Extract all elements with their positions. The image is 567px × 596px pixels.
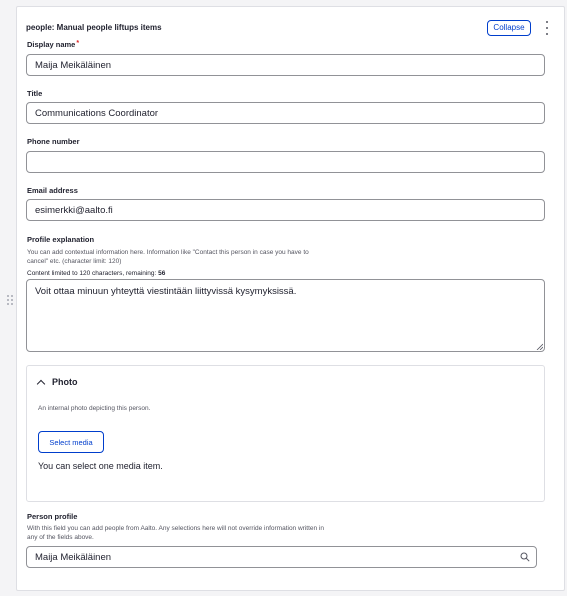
photo-description: An internal photo depicting this person. (38, 405, 151, 412)
person-profile-help-1: With this field you can add people from Aalto. Any selections here will not override information written in (27, 525, 324, 532)
display-name-label: Display name* (27, 40, 80, 49)
select-media-button[interactable]: Select media (38, 431, 104, 453)
photo-summary-toggle[interactable] (38, 376, 78, 388)
title-label: Title (27, 89, 43, 98)
profile-explanation-help-2: cancel" etc. (character limit: 120) (27, 258, 122, 265)
person-profile-label: Person profile (27, 512, 78, 521)
paragraph-title: people: Manual people liftups items (26, 23, 162, 32)
profile-explanation-textarea[interactable] (26, 279, 545, 352)
title-input[interactable] (26, 102, 545, 124)
drag-handle-icon[interactable] (6, 294, 14, 306)
resize-grip-icon[interactable] (536, 343, 543, 350)
email-address-input[interactable] (26, 199, 545, 221)
kebab-menu-icon[interactable] (545, 21, 549, 35)
required-marker: * (76, 40, 80, 47)
person-profile-autocomplete-input[interactable] (26, 546, 537, 568)
person-profile-help-2: any of the fields above. (27, 534, 94, 541)
email-address-label: Email address (27, 186, 78, 195)
display-name-input[interactable] (26, 54, 545, 76)
character-counter-value: 56 (158, 270, 166, 277)
collapse-button[interactable]: Collapse (487, 20, 531, 36)
phone-number-input[interactable] (26, 151, 545, 173)
search-icon[interactable] (520, 552, 530, 562)
character-counter: Content limited to 120 characters, remaining: 56 (27, 270, 166, 277)
photo-summary-label: Photo (52, 377, 78, 387)
chevron-up-icon (37, 379, 45, 387)
media-limit-note: You can select one media item. (38, 461, 163, 471)
profile-explanation-help-1: You can add contextual information here. Information like "Contact this person in case you have to (27, 249, 309, 256)
profile-explanation-label: Profile explanation (27, 235, 95, 244)
phone-number-label: Phone number (27, 137, 80, 146)
